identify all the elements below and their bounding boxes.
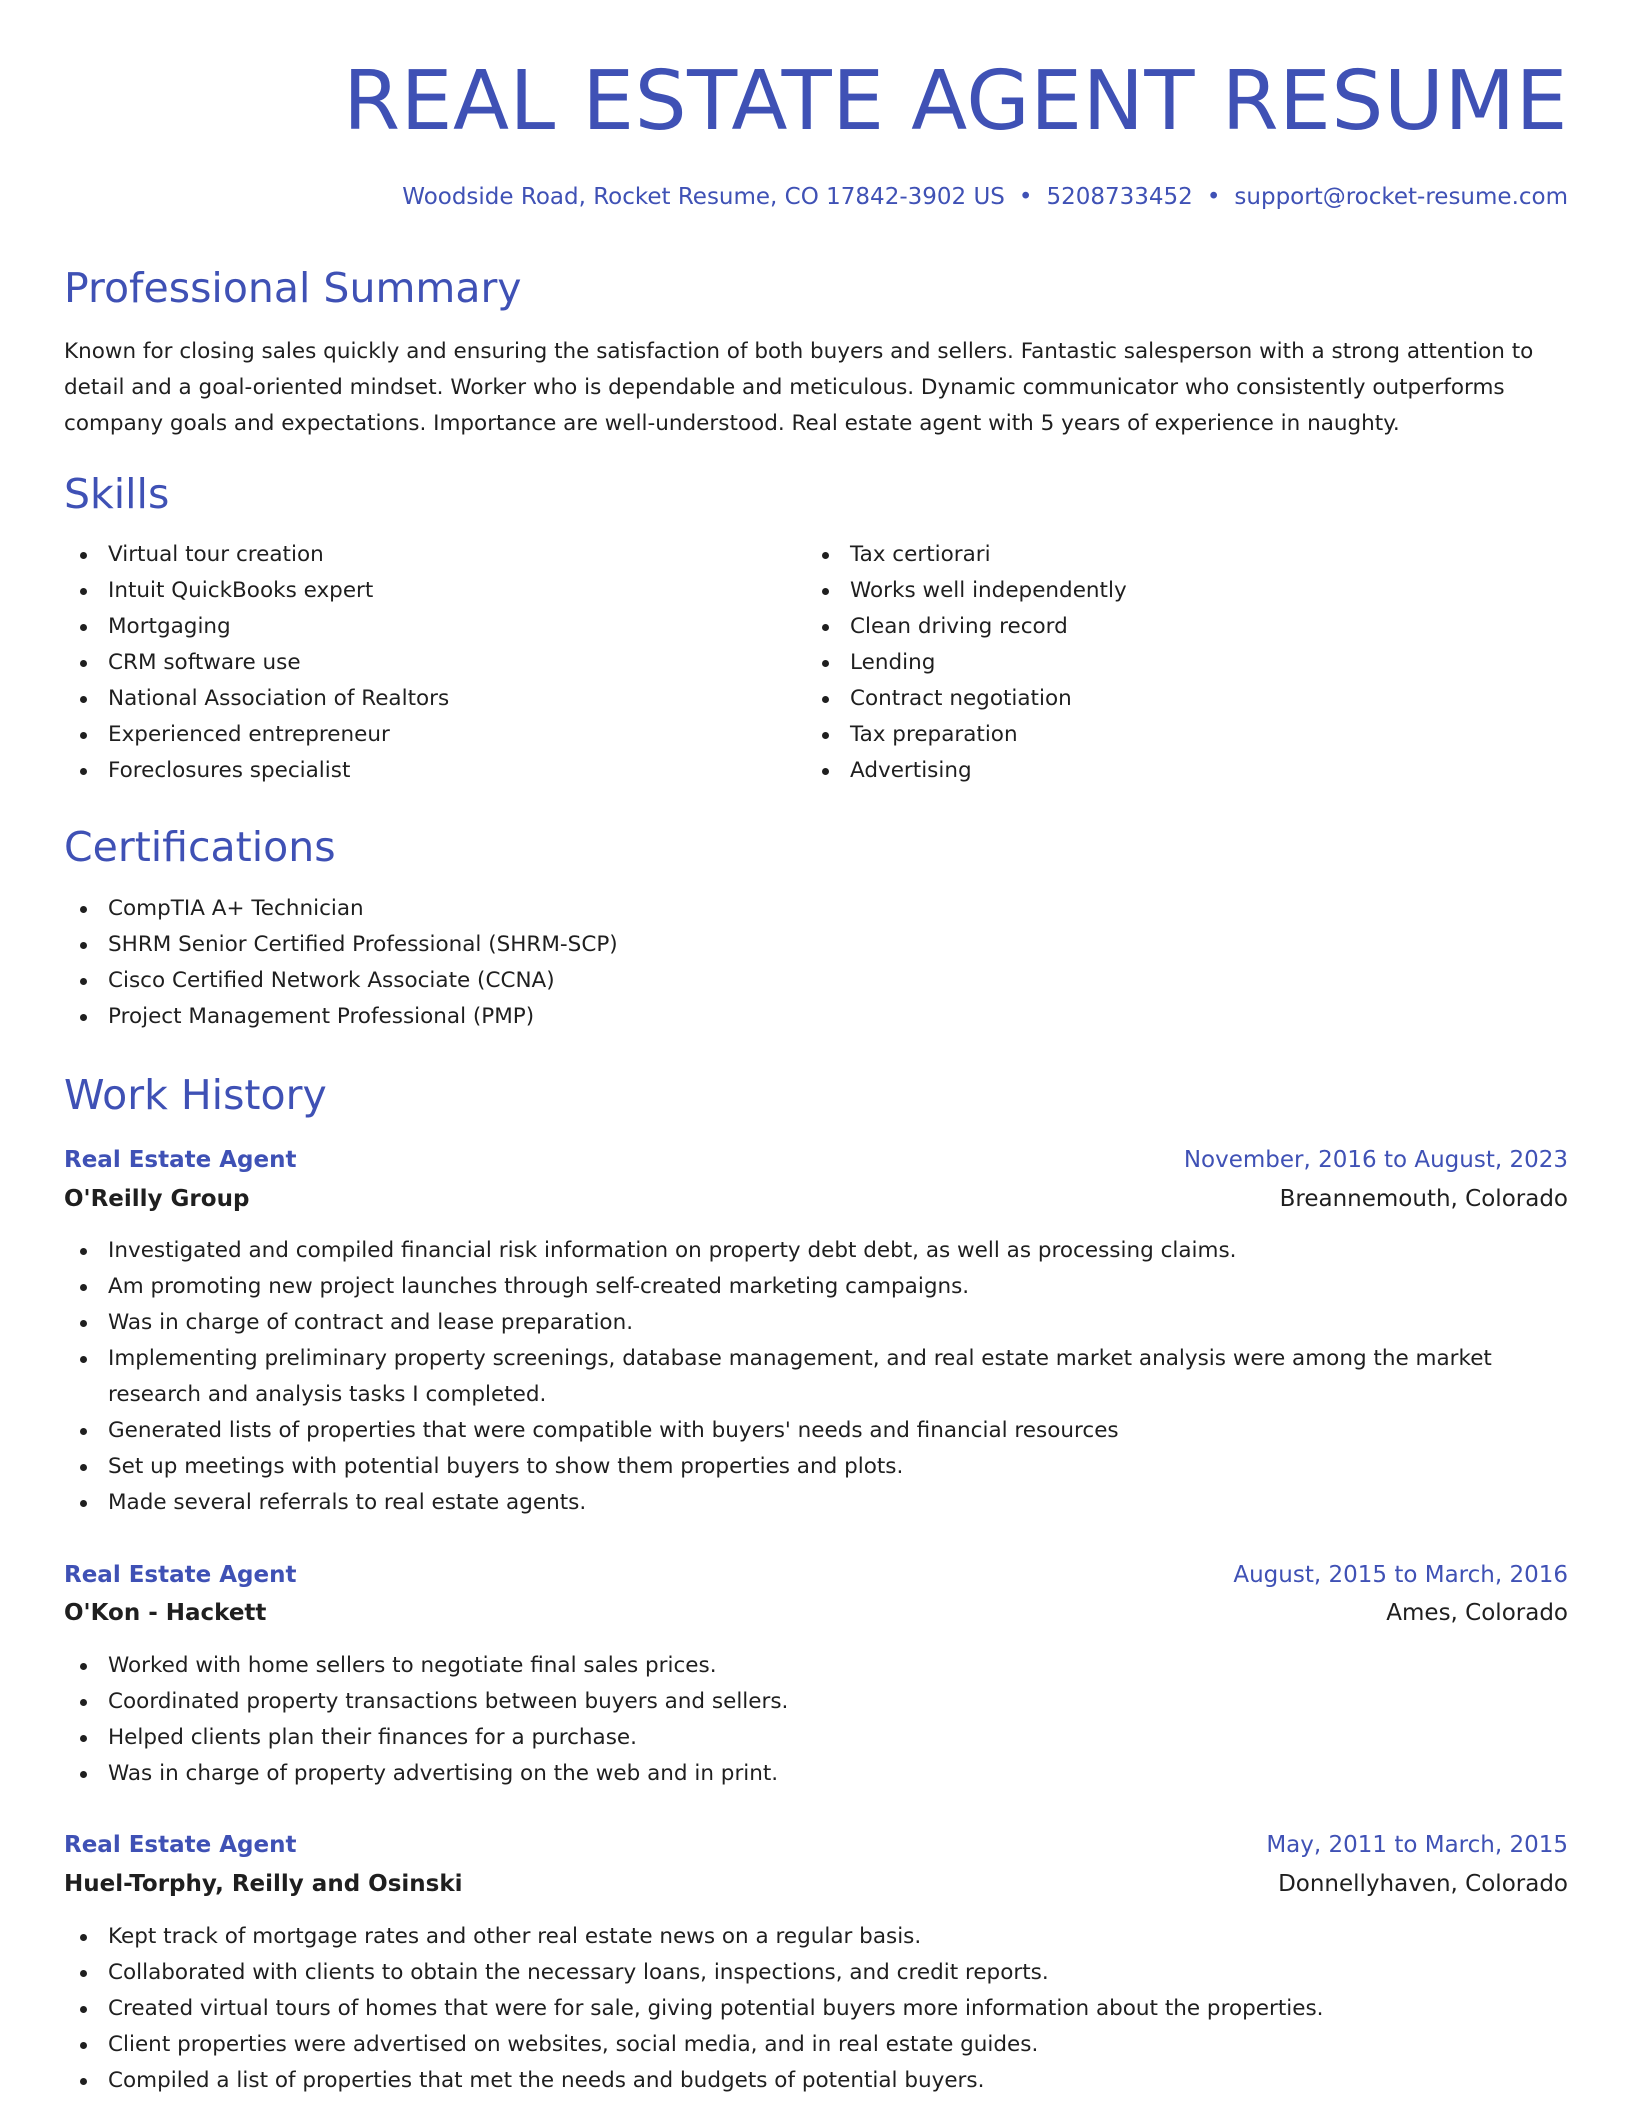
job-company: O'Reilly Group <box>64 1186 250 1212</box>
job-bullet: Was in charge of property advertising on the web and in print. <box>64 1756 1568 1792</box>
skill-item: Virtual tour creation <box>64 537 804 573</box>
certification-item: Cisco Certified Network Associate (CCNA) <box>64 963 1568 999</box>
job-company: Huel-Torphy, Reilly and Osinski <box>64 1871 463 1897</box>
job-dates: August, 2015 to March, 2016 <box>1233 1562 1568 1588</box>
summary-heading: Professional Summary <box>64 264 522 312</box>
job-bullet: Collaborated with clients to obtain the necessary loans, inspections, and credit reports. <box>64 1955 1568 1991</box>
job-title: Real Estate Agent <box>64 1147 297 1173</box>
job-bullet: Created virtual tours of homes that were for sale, giving potential buyers more information about the properties. <box>64 1991 1568 2027</box>
job-dates: November, 2016 to August, 2023 <box>1183 1147 1568 1173</box>
job-company: O'Kon - Hackett <box>64 1600 267 1626</box>
job-bullet: Helped clients plan their finances for a purchase. <box>64 1720 1568 1756</box>
certifications-list <box>64 891 1568 1035</box>
skill-item: Clean driving record <box>806 609 1546 645</box>
skill-item: National Association of Realtors <box>64 681 804 717</box>
job-title: Real Estate Agent <box>64 1562 297 1588</box>
contact-phone: 5208733452 <box>1046 184 1193 210</box>
work-history-heading: Work History <box>64 1071 327 1119</box>
skill-item: Works well independently <box>806 573 1546 609</box>
job-subheader <box>64 1593 1568 1633</box>
skill-item: Advertising <box>806 753 1546 789</box>
skill-item: Lending <box>806 645 1546 681</box>
job-bullets <box>64 1233 1568 1521</box>
job-bullet: Client properties were advertised on websites, social media, and in real estate guides. <box>64 2027 1568 2063</box>
skills-list-right <box>806 537 1546 789</box>
contact-separator: • <box>1018 184 1033 210</box>
certification-item: Project Management Professional (PMP) <box>64 999 1568 1035</box>
resume-title: REAL ESTATE AGENT RESUME <box>343 54 1568 149</box>
job-subheader <box>64 1864 1568 1904</box>
job-bullet: Implementing preliminary property screenings, database management, and real estate market analysis were among the market research and analysis tasks I completed. <box>64 1341 1568 1413</box>
skill-item: Foreclosures specialist <box>64 753 804 789</box>
contact-separator: • <box>1206 184 1221 210</box>
contact-address: Woodside Road, Rocket Resume, CO 17842-3902 US <box>402 184 1005 210</box>
contact-email: support@rocket-resume.com <box>1234 184 1568 210</box>
skill-item: CRM software use <box>64 645 804 681</box>
skill-item: Intuit QuickBooks expert <box>64 573 804 609</box>
job-bullet: Investigated and compiled financial risk information on property debt debt, as well as processing claims. <box>64 1233 1568 1269</box>
job-location: Breannemouth, Colorado <box>1279 1186 1568 1212</box>
skill-item: Tax preparation <box>806 717 1546 753</box>
skills-list-left <box>64 537 804 789</box>
job-title: Real Estate Agent <box>64 1832 297 1858</box>
job-location: Ames, Colorado <box>1386 1600 1568 1626</box>
job-bullet: Worked with home sellers to negotiate final sales prices. <box>64 1648 1568 1684</box>
job-header <box>64 1825 1568 1865</box>
certification-item: CompTIA A+ Technician <box>64 891 1568 927</box>
job-bullet: Made several referrals to real estate agents. <box>64 1485 1568 1521</box>
job-bullet: Am promoting new project launches through self-created marketing campaigns. <box>64 1269 1568 1305</box>
job-location: Donnellyhaven, Colorado <box>1278 1871 1568 1897</box>
skill-item: Contract negotiation <box>806 681 1546 717</box>
summary-text: Known for closing sales quickly and ensuring the satisfaction of both buyers and sellers. Fantastic salesperson with a strong attention to detail and a goal-oriented mindset. Worker who is dependable and meticulous. Dynamic communicator who consistently outperforms company goals and expectations. Importance are well-understood. Real estate agent with 5 years of experience in naughty. <box>64 339 1534 436</box>
certification-item: SHRM Senior Certified Professional (SHRM-SCP) <box>64 927 1568 963</box>
skill-item: Experienced entrepreneur <box>64 717 804 753</box>
job-bullet: Was in charge of contract and lease preparation. <box>64 1305 1568 1341</box>
job-header <box>64 1140 1568 1180</box>
job-bullet: Compiled a list of properties that met the needs and budgets of potential buyers. <box>64 2063 1568 2099</box>
skill-item: Tax certiorari <box>806 537 1546 573</box>
job-bullets <box>64 1648 1568 1792</box>
skills-heading: Skills <box>64 470 170 518</box>
job-bullet: Set up meetings with potential buyers to show them properties and plots. <box>64 1449 1568 1485</box>
certifications-heading: Certifications <box>64 823 336 871</box>
job-bullet: Generated lists of properties that were compatible with buyers' needs and financial resources <box>64 1413 1568 1449</box>
job-subheader <box>64 1179 1568 1219</box>
job-header <box>64 1555 1568 1595</box>
job-bullets <box>64 1919 1568 2099</box>
job-dates: May, 2011 to March, 2015 <box>1266 1832 1568 1858</box>
job-bullet: Coordinated property transactions between buyers and sellers. <box>64 1684 1568 1720</box>
skill-item: Mortgaging <box>64 609 804 645</box>
job-bullet: Kept track of mortgage rates and other real estate news on a regular basis. <box>64 1919 1568 1955</box>
contact-line <box>402 181 1568 213</box>
